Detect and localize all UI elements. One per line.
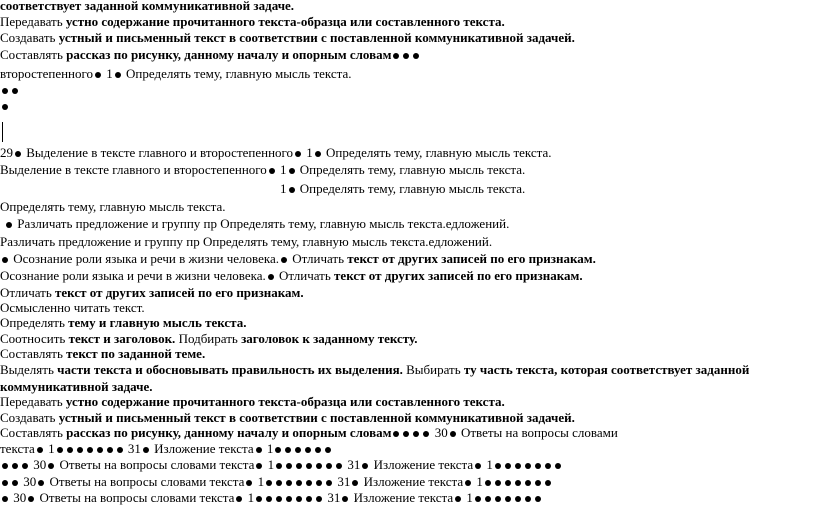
bullet-icon [326,463,332,469]
text-run: Определять тему, главную мысль текста. [296,181,526,196]
text-run: 1 [264,457,275,472]
bullet-icon [505,480,511,486]
text-run: Ответы на вопросы словами текста [36,490,235,505]
bullet-icon [326,480,332,486]
text-run: Передавать [0,14,66,29]
text-run: Создавать [0,410,59,425]
text-run: Определять тему, главную мысль текста. [296,162,526,177]
text-run: Отличать [275,268,335,283]
text-run: Выбирать [402,362,464,377]
text-run: Отличать [289,251,348,266]
text-run: 31 [344,457,361,472]
text-run: Осознание роли языка и речи в жизни человека. [0,268,266,283]
bullet-icon [403,431,409,437]
bullet-icon [535,463,541,469]
bullet-icon [97,447,103,453]
bullet-icon [336,463,342,469]
text-line [0,362,749,378]
bullet-icon [515,496,521,502]
bullet-icon [495,463,501,469]
bullet-icon [306,463,312,469]
text-run: Составлять [0,425,67,440]
bullet-icon [256,463,262,469]
text-line [0,234,492,250]
bold-text: рассказ по рисунку, данному началу и опорным словам [66,425,392,440]
text-line [0,47,421,63]
bullet-icon [545,480,551,486]
bullet-icon [275,447,281,453]
text-run: 1 [276,162,287,177]
text-run: второстепенного [0,66,94,81]
bullet-icon [342,496,348,502]
text-run: текста [0,441,35,456]
text-line [0,82,20,98]
bold-text: текст от других записей по его признакам. [55,285,304,300]
bullet-icon [475,463,481,469]
text-run: Изложение текста [360,474,464,489]
text-line [280,181,525,197]
text-line [0,410,575,426]
bullet-icon [316,463,322,469]
bullet-icon [77,447,83,453]
text-run: 1 [483,457,493,472]
bullet-icon [352,480,358,486]
text-line [0,441,333,457]
bullet-icon [316,496,322,502]
bullet-icon [37,447,43,453]
bullet-icon [281,257,287,263]
bold-text: устный и письменный текст в соответствии с поставленной коммуникативной задачей. [58,410,575,425]
bold-text: устный и письменный текст в соответствии с поставленной коммуникативной задачей. [58,30,575,45]
bullet-icon [423,431,429,437]
bullet-icon [246,480,252,486]
bold-text: текст по заданной теме. [66,346,206,361]
bold-text: тему и главную мысль текста. [68,315,247,330]
bullet-icon [57,447,63,453]
text-run: 29 [0,145,13,160]
text-run: 1 [303,145,313,160]
text-run: 30 [431,425,448,440]
bullet-icon [295,447,301,453]
text-run: Соотносить [0,331,69,346]
text-run: 30 [30,457,47,472]
text-run: Ответы на вопросы словами [457,425,618,440]
text-run: Выделение в тексте главного и второстепенного [23,145,294,160]
bullet-icon [475,496,481,502]
text-line [0,30,575,46]
bold-text: текст от других записей по его признакам. [334,268,583,283]
text-line [0,285,304,301]
text-line [0,490,543,506]
text-run: Ответы на вопросы словами текста [56,457,255,472]
bullet-icon [38,480,44,486]
bullet-icon [117,447,123,453]
bullet-icon [48,463,54,469]
bold-text: текст от других записей по его признакам. [347,251,596,266]
text-run: Определять [0,315,69,330]
bullet-icon [12,88,18,94]
bullet-icon [286,496,292,502]
bullet-icon [525,496,531,502]
text-run: 1 [473,474,483,489]
bullet-icon [289,187,295,193]
bold-text: ту часть текста, которая соответствует заданной [463,362,750,377]
bullet-icon [306,496,312,502]
text-run: Различать предложение и группу пр Определять тему, главную мысль текста.едложений. [14,216,510,231]
bullet-icon [67,447,73,453]
bullet-icon [296,480,302,486]
bullet-icon [525,480,531,486]
text-run: 1 [263,441,274,456]
bullet-icon [295,151,301,157]
text-run: Составлять [0,346,67,361]
text-run: Создавать [0,30,59,45]
text-line [0,251,596,267]
bold-text: устно содержание прочитанного текста-образца или составленного текста. [65,394,505,409]
text-line [0,268,583,284]
text-run: 31 [324,490,341,505]
text-line [0,0,294,14]
bullet-icon [87,447,93,453]
text-run: 1 [44,441,55,456]
bullet-icon [15,151,21,157]
bullet-icon [315,151,321,157]
text-run: Осознание роли языка и речи в жизни человека. [10,251,280,266]
text-line [0,199,226,215]
bullet-icon [2,496,8,502]
bullet-icon [266,496,272,502]
bullet-icon [296,496,302,502]
text-run: 31 [124,441,141,456]
bullet-icon [115,72,121,78]
text-run: Определять тему, главную мысль текста. [0,199,226,214]
text-run: Ответы на вопросы словами текста [46,474,245,489]
bullet-icon [413,53,419,59]
text-run: Передавать [0,394,66,409]
bold-text: заголовок к заданному тексту. [241,331,418,346]
text-run: Определять тему, главную мысль текста. [322,145,552,160]
bullet-icon [236,496,242,502]
bullet-icon [393,53,399,59]
bullet-icon [465,480,471,486]
text-run: 31 [334,474,351,489]
text-run: Выделять [0,362,58,377]
bullet-icon [285,447,291,453]
text-cursor-bar [2,122,3,142]
text-line [0,394,505,410]
text-run: Изложение текста [350,490,454,505]
bullet-icon [485,496,491,502]
text-line [0,14,505,30]
bullet-icon [555,463,561,469]
bullet-icon [495,480,501,486]
bullet-icon [455,496,461,502]
text-run: 30 [10,490,27,505]
text-run: Осмысленно читать текст. [0,300,145,315]
bullet-icon [495,496,501,502]
text-line [4,216,509,232]
text-run: Отличать [0,285,56,300]
text-line [0,66,352,82]
bullet-icon [256,496,262,502]
bullet-icon [269,168,275,174]
bullet-icon [107,447,113,453]
text-line [0,474,553,490]
bullet-icon [2,463,8,469]
bullet-icon [289,168,295,174]
text-line [0,300,145,316]
bullet-icon [325,447,331,453]
text-line [0,145,552,161]
bullet-icon [266,480,272,486]
bold-text: части текста и обосновывать правильность их выделения. [57,362,403,377]
bullet-icon [22,463,28,469]
bold-text: коммуникативной задаче. [0,379,153,394]
text-line [0,162,525,178]
bullet-icon [403,53,409,59]
text-line [0,457,563,473]
bullet-icon [2,104,8,110]
text-line [0,379,152,395]
bullet-icon [305,447,311,453]
text-run: Изложение текста [370,457,474,472]
bullet-icon [296,463,302,469]
bullet-icon [286,463,292,469]
bullet-icon [545,463,551,469]
text-run: Определять тему, главную мысль текста. [122,66,352,81]
bullet-icon [515,463,521,469]
text-run: Изложение текста [150,441,254,456]
bullet-icon [95,72,101,78]
bullet-icon [276,496,282,502]
bullet-icon [525,463,531,469]
bullet-icon [256,447,262,453]
bullet-icon [535,496,541,502]
text-run: 1 [254,474,265,489]
bullet-icon [515,480,521,486]
text-line [0,98,10,114]
bullet-icon [362,463,368,469]
bullet-icon [12,480,18,486]
bullet-icon [286,480,292,486]
text-run: 1 [280,181,287,196]
bullet-icon [28,496,34,502]
bullet-icon [2,480,8,486]
bullet-icon [505,463,511,469]
text-run: 30 [20,474,37,489]
text-run: Различать предложение и группу пр Определять тему, главную мысль текста.едложений. [0,234,493,249]
text-run: 1 [463,490,473,505]
bold-text: соответствует заданной коммуникативной задаче. [0,0,295,13]
bullet-icon [2,88,8,94]
bullet-icon [12,463,18,469]
text-run: Составлять [0,47,67,62]
bold-text: устно содержание прочитанного текста-образца или составленного текста. [65,14,505,29]
bullet-icon [413,431,419,437]
text-run: 1 [103,66,113,81]
bullet-icon [276,463,282,469]
bullet-icon [393,431,399,437]
bullet-icon [505,496,511,502]
bullet-icon [276,480,282,486]
text-line [0,315,246,331]
bold-text: текст и заголовок. [68,331,176,346]
text-run: Подбирать [175,331,242,346]
text-run: 1 [244,490,255,505]
text-line [0,331,417,347]
bullet-icon [535,480,541,486]
bullet-icon [6,222,12,228]
bold-text: рассказ по рисунку, данному началу и опорным словам [66,47,392,62]
bullet-icon [143,447,149,453]
bullet-icon [315,447,321,453]
bullet-icon [485,480,491,486]
bullet-icon [306,480,312,486]
bullet-icon [268,274,274,280]
bullet-icon [450,431,456,437]
bullet-icon [316,480,322,486]
text-run: Выделение в тексте главного и второстепенного [0,162,267,177]
text-line [0,425,618,441]
bullet-icon [2,257,8,263]
text-line [0,346,205,362]
